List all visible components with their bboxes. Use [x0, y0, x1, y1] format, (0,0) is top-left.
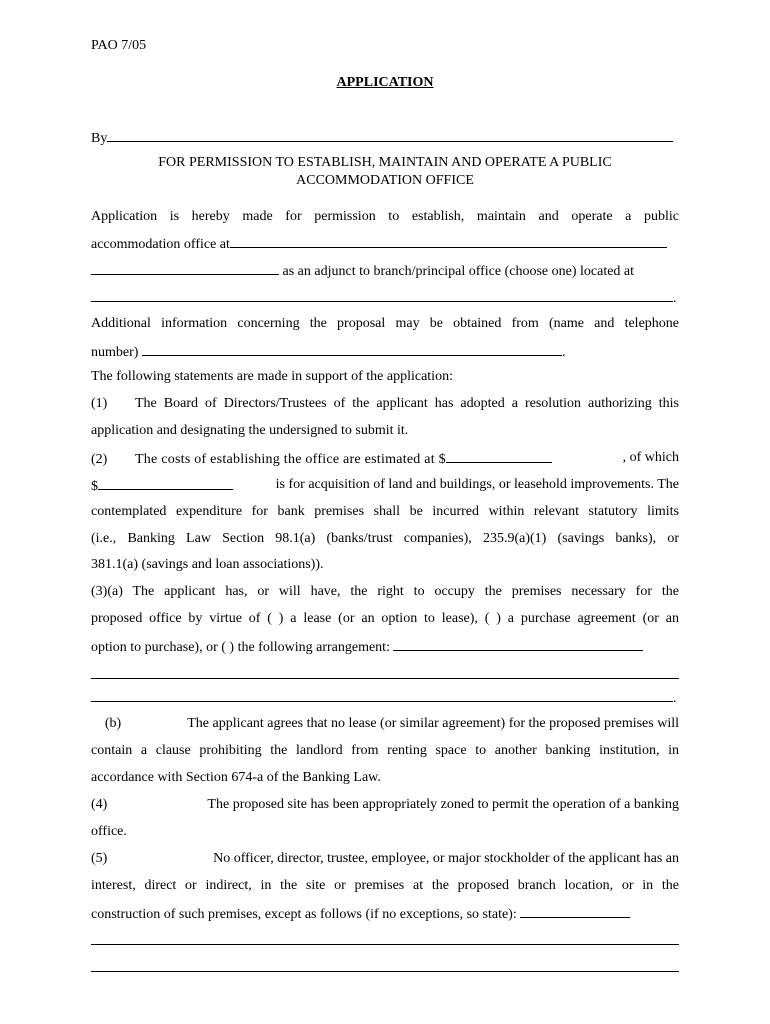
item-3a-line-2: proposed office by virtue of ( ) a lease (or an option to lease), ( ) a purchase agreement (or an	[91, 611, 679, 626]
by-line	[91, 128, 673, 148]
intro-line-1: Application is hereby made for permission to establish, maintain and operate a public	[91, 209, 679, 224]
arrangement-field[interactable]	[393, 637, 643, 651]
item-2-line-3: contemplated expenditure for bank premises shall be incurred within relevant statutory limits	[91, 504, 679, 519]
page-title: APPLICATION	[336, 75, 434, 90]
item-4-line-1: (4) The proposed site has been appropriately zoned to permit the operation of a banking	[91, 797, 679, 812]
item-1-line-1: (1) The Board of Directors/Trustees of the applicant has adopted a resolution authorizing this	[91, 396, 679, 411]
item-3b-line-2: contain a clause prohibiting the landlord from renting space to another banking institution, in	[91, 743, 679, 758]
item-4-line-2: office.	[91, 824, 127, 839]
office-type-field[interactable]	[91, 261, 279, 275]
applicant-name-field[interactable]	[107, 128, 673, 142]
exceptions-line-3[interactable]	[91, 971, 679, 972]
statements-intro: The following statements are made in support of the application:	[91, 369, 453, 384]
exceptions-field[interactable]	[520, 904, 630, 918]
item-2-line-1: (2) The costs of establishing the office are estimated at $ , of which	[91, 450, 679, 467]
exceptions-line-2[interactable]	[91, 944, 679, 945]
arrangement-field-3[interactable]	[91, 688, 673, 702]
form-code: PAO 7/05	[91, 38, 147, 53]
arrangement-line-3: .	[91, 688, 677, 708]
arrangement-line-2[interactable]	[91, 678, 679, 679]
by-label: By	[91, 131, 108, 146]
subtitle-line-2: ACCOMMODATION OFFICE	[296, 173, 474, 188]
item-2-line-5: 381.1(a) (savings and loan associations)).	[91, 557, 324, 572]
item-3b-line-1: (b) The applicant agrees that no lease (or similar agreement) for the proposed premises will	[104, 716, 679, 731]
contact-line-1: Additional information concerning the proposal may be obtained from (name and telephone	[91, 316, 679, 331]
contact-line-2: number) .	[91, 342, 565, 362]
intro-line-3: as an adjunct to branch/principal office (choose one) located at	[91, 261, 634, 281]
intro-line-2: accommodation office at	[91, 234, 667, 254]
estimated-costs-field[interactable]	[446, 449, 552, 463]
subtitle-line-1: FOR PERMISSION TO ESTABLISH, MAINTAIN AND OPERATE A PUBLIC	[158, 155, 612, 170]
contact-name-phone-field[interactable]	[142, 342, 562, 356]
item-3a-line-3: option to purchase), or ( ) the following arrangement:	[91, 637, 643, 657]
intro-line-4: .	[91, 288, 677, 308]
item-5-line-2: interest, direct or indirect, in the site or premises at the proposed branch location, or in the	[91, 878, 679, 893]
item-2-line-2: $ is for acquisition of land and buildings, or leasehold improvements. The	[91, 477, 679, 494]
item-5-line-1: (5) No officer, director, trustee, employee, or major stockholder of the applicant has an	[91, 851, 679, 866]
land-buildings-cost-field[interactable]	[98, 476, 233, 490]
item-1-line-2: application and designating the undersigned to submit it.	[91, 423, 409, 438]
office-location-field[interactable]	[230, 234, 667, 248]
item-3b-line-3: accordance with Section 674-a of the Banking Law.	[91, 770, 381, 785]
item-2-line-4: (i.e., Banking Law Section 98.1(a) (banks/trust companies), 235.9(a)(1) (savings banks), or	[91, 531, 679, 546]
item-3a-line-1: (3)(a) The applicant has, or will have, the right to occupy the premises necessary for the	[91, 584, 679, 599]
branch-location-field[interactable]	[91, 288, 673, 302]
item-5-line-3: construction of such premises, except as follows (if no exceptions, so state):	[91, 904, 630, 924]
